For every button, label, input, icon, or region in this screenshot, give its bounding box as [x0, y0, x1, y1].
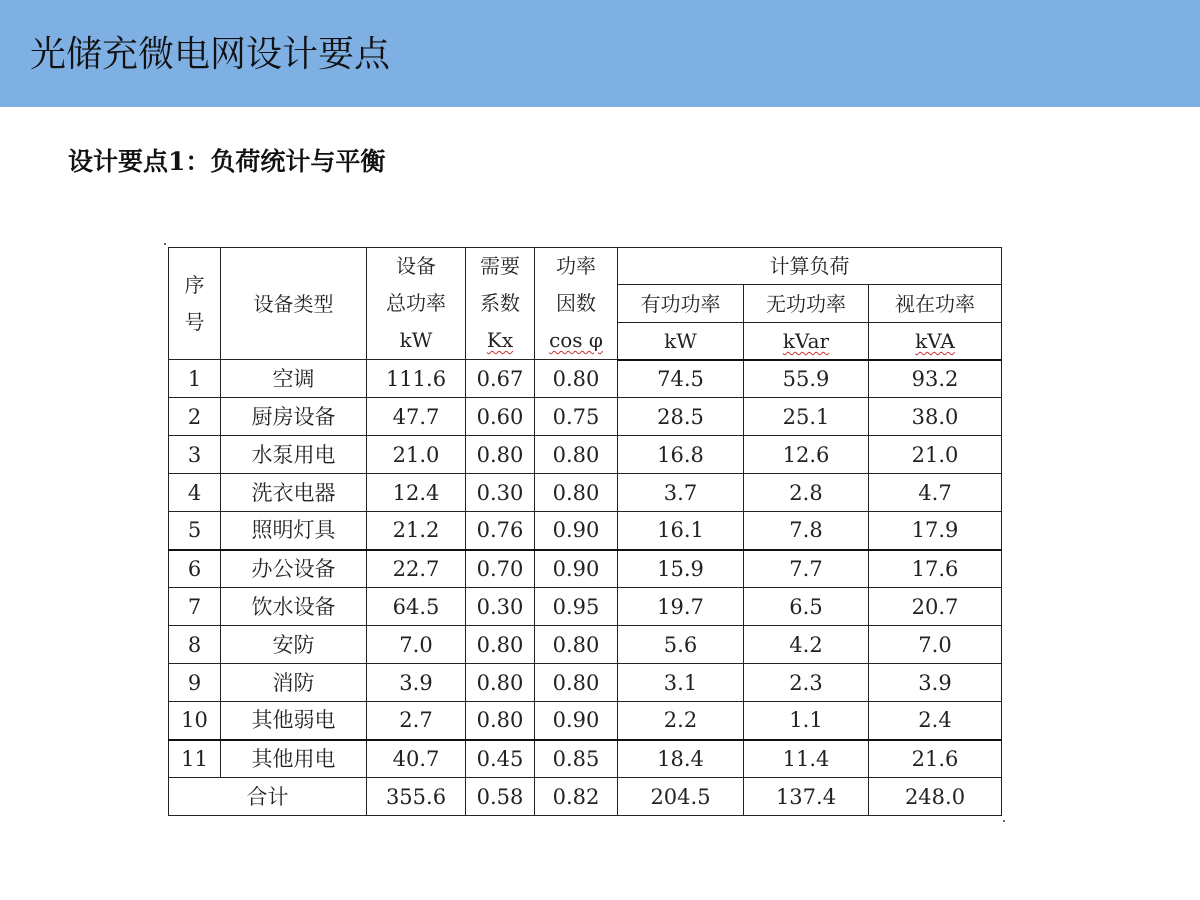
- row-total-power: 47.7: [367, 398, 466, 436]
- row-apparent-power: 20.7: [869, 588, 1002, 626]
- header-index-line1: 序: [184, 272, 205, 297]
- table-row: [169, 664, 1002, 702]
- row-total-power: 12.4: [367, 474, 466, 512]
- total-label: 合计: [169, 778, 367, 816]
- table-row: [169, 360, 1002, 398]
- row-device-type: 其他弱电: [221, 702, 367, 740]
- row-device-type: 照明灯具: [221, 512, 367, 550]
- header-total-power-line1: 设备: [396, 254, 436, 278]
- row-reactive-power: 6.5: [744, 588, 869, 626]
- table-row: [169, 436, 1002, 474]
- row-power-factor: 0.95: [535, 588, 618, 626]
- row-index: 8: [169, 626, 221, 664]
- header-total-power-unit: kW: [399, 328, 433, 352]
- row-total-power: 64.5: [367, 588, 466, 626]
- header-apparent-unit: kVA: [915, 328, 955, 353]
- row-device-type: 办公设备: [221, 550, 367, 588]
- row-apparent-power: 17.6: [869, 550, 1002, 588]
- header-index: [169, 248, 221, 360]
- table-row: [169, 702, 1002, 740]
- table-row: [169, 626, 1002, 664]
- row-reactive-power: 7.8: [744, 512, 869, 550]
- row-apparent-power: 3.9: [869, 664, 1002, 702]
- row-total-power: 7.0: [367, 626, 466, 664]
- row-demand-factor: 0.60: [466, 398, 535, 436]
- row-power-factor: 0.90: [535, 702, 618, 740]
- total-row: [169, 778, 1002, 816]
- row-device-type: 厨房设备: [221, 398, 367, 436]
- row-active-power: 28.5: [618, 398, 744, 436]
- row-total-power: 111.6: [367, 360, 466, 398]
- row-index: 7: [169, 588, 221, 626]
- row-power-factor: 0.80: [535, 360, 618, 398]
- row-index: 4: [169, 474, 221, 512]
- row-apparent-power: 2.4: [869, 702, 1002, 740]
- load-statistics-table: [168, 247, 1002, 816]
- total-active: 204.5: [618, 778, 744, 816]
- row-demand-factor: 0.45: [466, 740, 535, 778]
- row-reactive-power: 1.1: [744, 702, 869, 740]
- row-index: 3: [169, 436, 221, 474]
- row-demand-factor: 0.70: [466, 550, 535, 588]
- row-active-power: 74.5: [618, 360, 744, 398]
- row-total-power: 3.9: [367, 664, 466, 702]
- row-device-type: 洗衣电器: [221, 474, 367, 512]
- header-demand-unit: Kx: [486, 328, 514, 352]
- row-active-power: 2.2: [618, 702, 744, 740]
- header-active-unit: kW: [618, 323, 744, 360]
- row-demand-factor: 0.80: [466, 702, 535, 740]
- row-device-type: 消防: [221, 664, 367, 702]
- row-active-power: 3.7: [618, 474, 744, 512]
- table-corner-mark: [164, 243, 166, 245]
- row-apparent-power: 21.6: [869, 740, 1002, 778]
- table-row: [169, 398, 1002, 436]
- row-reactive-power: 2.3: [744, 664, 869, 702]
- row-reactive-power: 55.9: [744, 360, 869, 398]
- row-power-factor: 0.90: [535, 550, 618, 588]
- header-index-line2: 号: [184, 309, 205, 334]
- row-reactive-power: 7.7: [744, 550, 869, 588]
- row-demand-factor: 0.30: [466, 588, 535, 626]
- row-device-type: 安防: [221, 626, 367, 664]
- header-reactive-power: 无功功率: [744, 285, 869, 323]
- row-total-power: 21.2: [367, 512, 466, 550]
- row-power-factor: 0.75: [535, 398, 618, 436]
- table-row: [169, 550, 1002, 588]
- header-demand-factor: [466, 248, 535, 360]
- row-index: 2: [169, 398, 221, 436]
- row-reactive-power: 25.1: [744, 398, 869, 436]
- row-active-power: 15.9: [618, 550, 744, 588]
- row-active-power: 19.7: [618, 588, 744, 626]
- row-apparent-power: 38.0: [869, 398, 1002, 436]
- row-demand-factor: 0.80: [466, 436, 535, 474]
- header-demand-line2: 系数: [480, 291, 520, 315]
- row-apparent-power: 21.0: [869, 436, 1002, 474]
- row-power-factor: 0.80: [535, 436, 618, 474]
- row-reactive-power: 12.6: [744, 436, 869, 474]
- row-index: 9: [169, 664, 221, 702]
- header-power-factor: [535, 248, 618, 360]
- header-apparent-power: 视在功率: [869, 285, 1002, 323]
- row-reactive-power: 11.4: [744, 740, 869, 778]
- table-corner-mark: [1003, 820, 1005, 822]
- row-apparent-power: 93.2: [869, 360, 1002, 398]
- row-total-power: 2.7: [367, 702, 466, 740]
- row-power-factor: 0.90: [535, 512, 618, 550]
- header-reactive-unit: kVar: [782, 328, 830, 353]
- row-demand-factor: 0.30: [466, 474, 535, 512]
- row-demand-factor: 0.76: [466, 512, 535, 550]
- table-row: [169, 588, 1002, 626]
- row-power-factor: 0.80: [535, 664, 618, 702]
- row-demand-factor: 0.67: [466, 360, 535, 398]
- row-power-factor: 0.85: [535, 740, 618, 778]
- row-demand-factor: 0.80: [466, 626, 535, 664]
- row-active-power: 16.8: [618, 436, 744, 474]
- row-index: 5: [169, 512, 221, 550]
- row-demand-factor: 0.80: [466, 664, 535, 702]
- total-cos: 0.82: [535, 778, 618, 816]
- slide-title: 光储充微电网设计要点: [30, 34, 391, 75]
- row-total-power: 21.0: [367, 436, 466, 474]
- total-kx: 0.58: [466, 778, 535, 816]
- row-reactive-power: 4.2: [744, 626, 869, 664]
- row-total-power: 40.7: [367, 740, 466, 778]
- row-index: 1: [169, 360, 221, 398]
- row-index: 6: [169, 550, 221, 588]
- total-reactive: 137.4: [744, 778, 869, 816]
- row-device-type: 空调: [221, 360, 367, 398]
- total-apparent: 248.0: [869, 778, 1002, 816]
- header-total-power: [367, 248, 466, 360]
- header-calculated-load: 计算负荷: [618, 248, 1002, 285]
- row-reactive-power: 2.8: [744, 474, 869, 512]
- header-active-power: 有功功率: [618, 285, 744, 323]
- header-pf-unit: cos φ: [549, 328, 603, 352]
- row-active-power: 18.4: [618, 740, 744, 778]
- header-total-power-line2: 总功率: [386, 291, 446, 315]
- table-row: [169, 474, 1002, 512]
- table-row: [169, 740, 1002, 778]
- row-apparent-power: 17.9: [869, 512, 1002, 550]
- row-device-type: 其他用电: [221, 740, 367, 778]
- row-power-factor: 0.80: [535, 626, 618, 664]
- row-device-type: 水泵用电: [221, 436, 367, 474]
- header-device-type: 设备类型: [221, 248, 367, 360]
- row-apparent-power: 4.7: [869, 474, 1002, 512]
- section-subtitle: 设计要点1：负荷统计与平衡: [68, 147, 386, 176]
- row-power-factor: 0.80: [535, 474, 618, 512]
- row-active-power: 16.1: [618, 512, 744, 550]
- row-device-type: 饮水设备: [221, 588, 367, 626]
- row-active-power: 5.6: [618, 626, 744, 664]
- row-active-power: 3.1: [618, 664, 744, 702]
- header-demand-line1: 需要: [480, 254, 520, 278]
- header-pf-line1: 功率: [556, 254, 596, 278]
- header-pf-line2: 因数: [556, 291, 596, 315]
- row-index: 11: [169, 740, 221, 778]
- slide-header-bar: [0, 0, 1200, 107]
- total-power: 355.6: [367, 778, 466, 816]
- row-apparent-power: 7.0: [869, 626, 1002, 664]
- row-index: 10: [169, 702, 221, 740]
- row-total-power: 22.7: [367, 550, 466, 588]
- table-row: [169, 512, 1002, 550]
